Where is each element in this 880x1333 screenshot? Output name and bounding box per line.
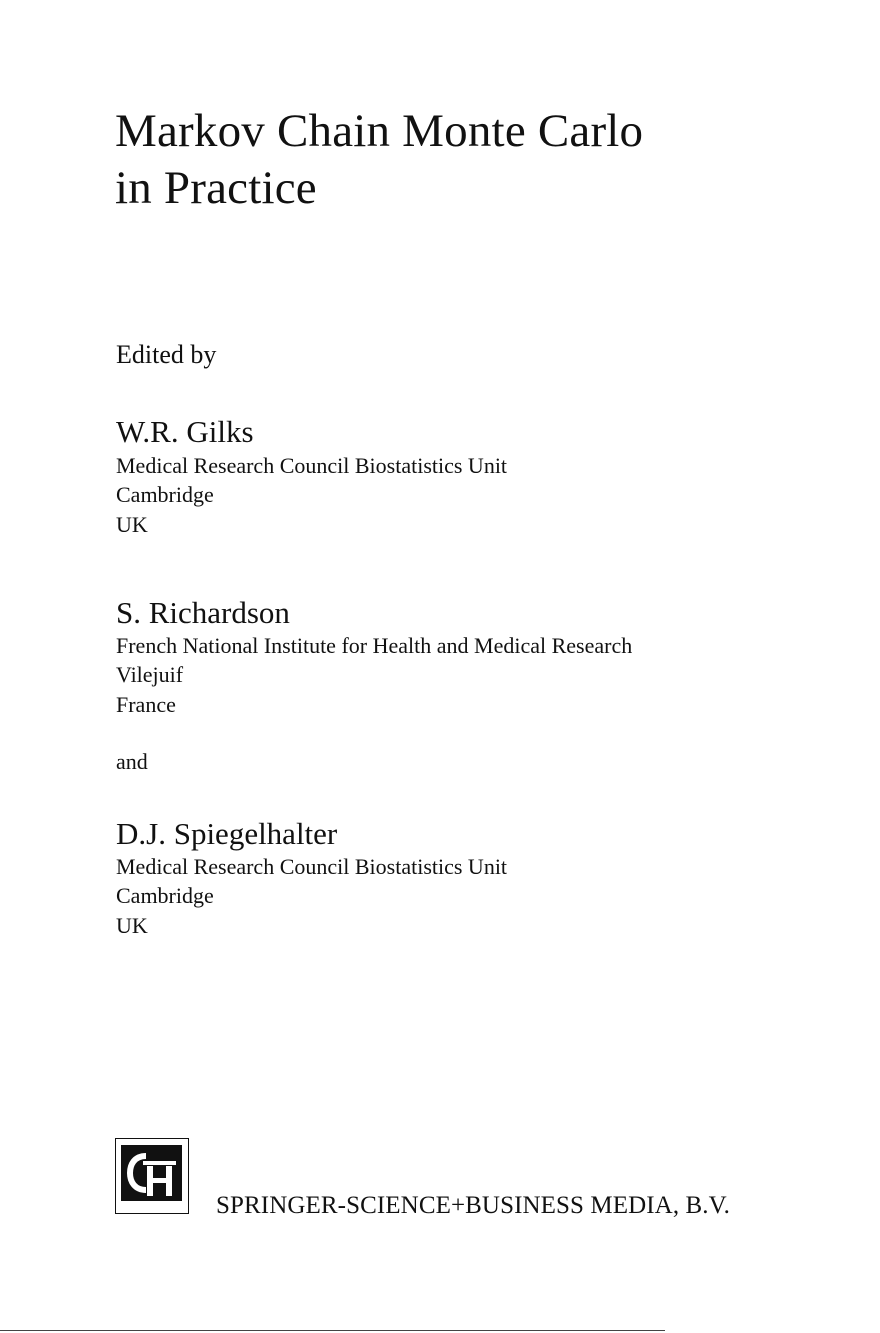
publisher-name: SPRINGER-SCIENCE+BUSINESS MEDIA, B.V. [216, 1192, 730, 1219]
bottom-divider [0, 1330, 665, 1331]
editor-affiliation-line: Vilejuif [116, 662, 184, 687]
publisher-ch-logo-icon [115, 1138, 189, 1214]
editor-affiliation-line: France [116, 692, 176, 717]
editor-name: D.J. Spiegelhalter [116, 816, 338, 851]
editor-affiliation-line: Medical Research Council Biostatistics Unit [116, 854, 508, 879]
book-title-line-2: in Practice [115, 162, 317, 214]
edited-by-label: Edited by [116, 340, 217, 369]
editor-affiliation-line: UK [116, 512, 148, 537]
editor-name: S. Richardson [116, 595, 290, 630]
editor-affiliation-line: Cambridge [116, 482, 214, 507]
book-title-line-1: Markov Chain Monte Carlo [115, 105, 644, 157]
editor-affiliation-line: UK [116, 913, 148, 938]
editor-affiliation-line: French National Institute for Health and Medical Research [116, 633, 633, 658]
editor-affiliation-line: Medical Research Council Biostatistics Unit [116, 453, 508, 478]
editor-name: W.R. Gilks [116, 414, 254, 449]
conjunction-and: and [116, 749, 148, 774]
editor-affiliation-line: Cambridge [116, 883, 214, 908]
